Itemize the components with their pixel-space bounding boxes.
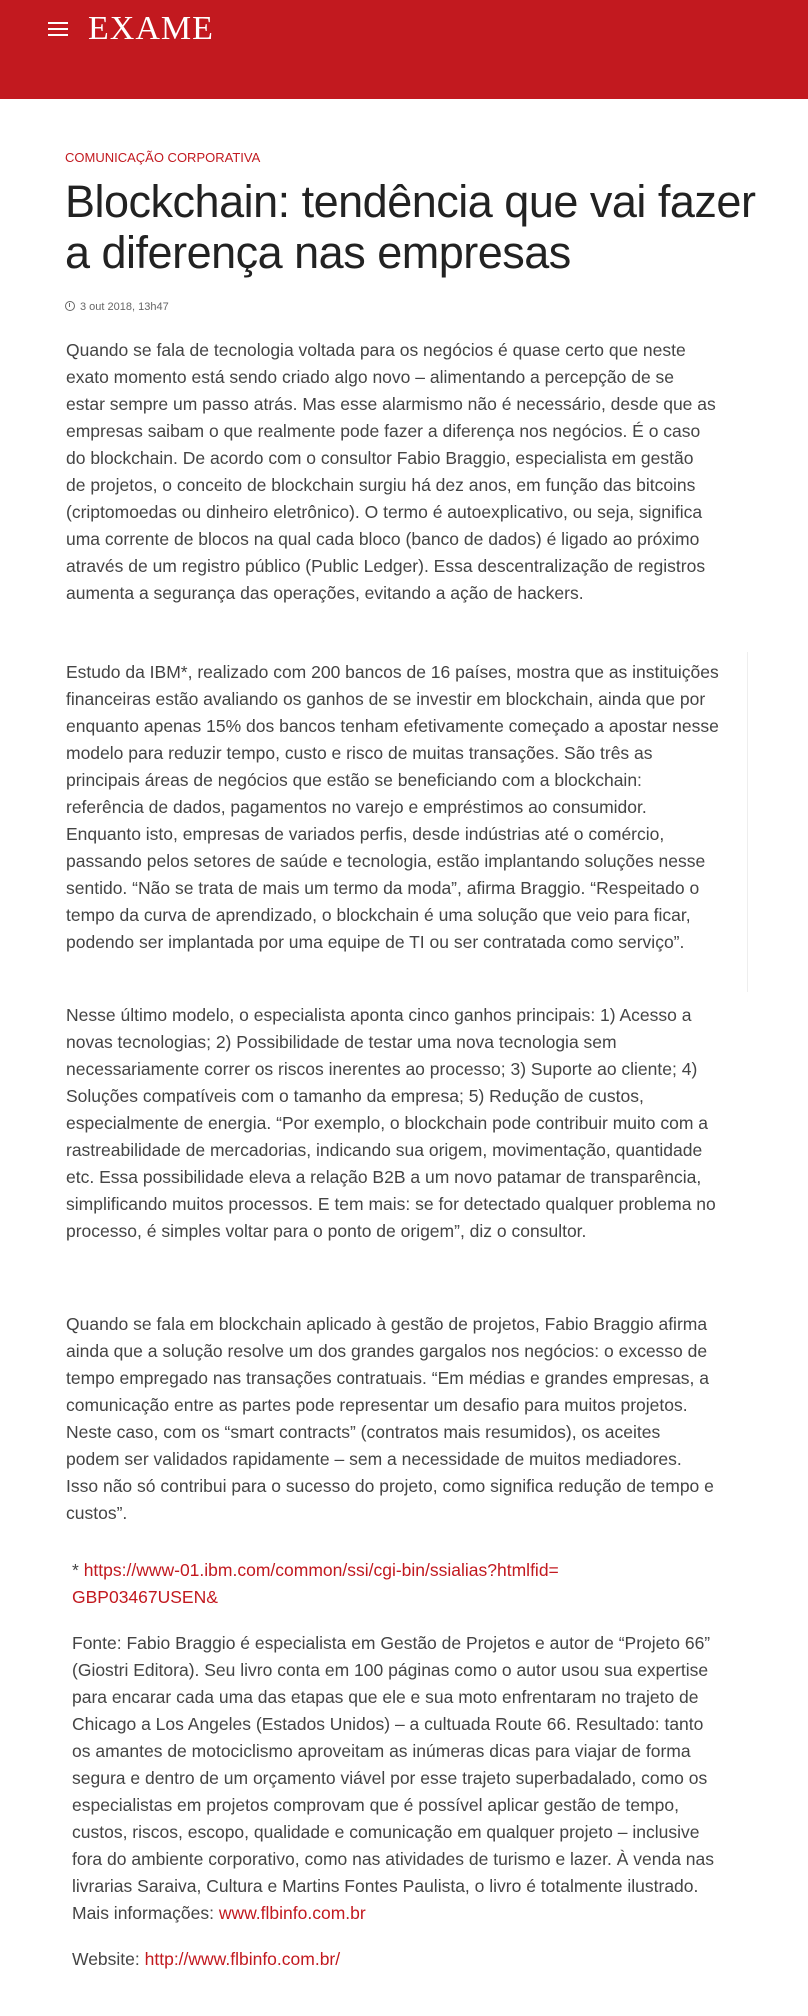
ibm-study-link[interactable]: https://www-01.ibm.com/common/ssi/cgi-bin/ssialias?htmlfid=GBP03467USEN& — [72, 1560, 559, 1607]
source-text: Fonte: Fabio Braggio é especialista em Gestão de Projetos e autor de “Projeto 66” (Giostri Editora). Seu livro conta em 100 páginas como o autor usou sua expertise para encarar cada uma das etapas que ele e sua moto enfrentaram no trajeto de Chicago a Los Angeles (Estados Unidos) – a cultuada Route 66. Resultado: tanto os amantes de motociclismo aproveitam as inúmeras dicas para viajar de forma segura e dentro de um orçamento viável por esse trajeto superbadalado, como os especialistas em projetos comprovam que é possível aplicar gestão de tempo, custos, riscos, escopo, qualidade e comunicação em qualquer projeto – inclusive fora do ambiente corporativo, como nas atividades de turismo e lazer. À venda nas livrarias Saraiva, Cultura e Martins Fontes Paulista, o livro é totalmente ilustrado. Mais informações: — [72, 1633, 715, 1923]
date-text: 3 out 2018, 13h47 — [80, 301, 169, 313]
website-line — [72, 1946, 572, 1973]
article-paragraph-1: Quando se fala de tecnologia voltada para os negócios é quase certo que neste exato momento está sendo criado algo novo – alimentando a percepção de se estar sempre um passo atrás. Mas esse alarmismo não é necessário, desde que as empresas saibam o que realmente pode fazer a diferença nos negócios. É o caso do blockchain. De acordo com o consultor Fabio Braggio, especialista em gestão de projetos, o conceito de blockchain surgiu há dez anos, em função das bitcoins (criptomoedas ou dinheiro eletrônico). O termo é autoexplicativo, ou seja, significa uma corrente de blocos na qual cada bloco (banco de dados) é ligado ao próximo através de um registro público (Public Ledger). Essa descentralização de registros aumenta a segurança das operações, evitando a ação de hackers. — [66, 340, 716, 603]
article-paragraph-3: Nesse último modelo, o especialista aponta cinco ganhos principais: 1) Acesso a novas tecnologias; 2) Possibilidade de testar uma nova tecnologia sem necessariamente correr os riscos inerentes ao processo; 3) Suporte ao cliente; 4) Soluções compatíveis com o tamanho da empresa; 5) Redução de custos, especialmente de energia. “Por exemplo, o blockchain pode contribuir muito com a rastreabilidade de mercadorias, indicando sua origem, movimentação, quantidade etc. Essa possibilidade eleva a relação B2B a um novo patamar de transparência, simplificando muitos processos. E tem mais: se for detectado qualquer problema no processo, é simples voltar para o ponto de origem”, diz o consultor. — [66, 1005, 716, 1241]
publish-date — [65, 300, 169, 314]
category-link[interactable]: COMUNICAÇÃO CORPORATIVA — [65, 150, 261, 165]
source-note — [72, 1630, 726, 1927]
website-label: Website: — [72, 1949, 145, 1969]
website-link[interactable]: http://www.flbinfo.com.br/ — [144, 1949, 341, 1969]
article-title: Blockchain: tendência que vai fazer a diferença nas empresas — [65, 176, 756, 278]
footnote-asterisk: * — [72, 1560, 84, 1580]
flbinfo-link[interactable]: www.flbinfo.com.br — [218, 1903, 366, 1923]
article-paragraph-2: Estudo da IBM*, realizado com 200 bancos de 16 países, mostra que as instituições financeiras estão avaliando os ganhos de se investir em blockchain, ainda que por enquanto apenas 15% dos bancos tenham efetivamente começado a apostar nesse modelo para reduzir tempo, custo e risco de muitas transações. São três as principais áreas de negócios que estão se beneficiando com a blockchain: referência de dados, pagamentos no varejo e empréstimos ao consumidor. Enquanto isto, empresas de variados perfis, desde indústrias até o comércio, passando pelos setores de saúde e tecnologia, estão implantando soluções nesse sentido. “Não se trata de mais um termo da moda”, afirma Braggio. “Respeitado o tempo da curva de aprendizado, o blockchain é uma solução que veio para ficar, podendo ser implantada por uma equipe de TI ou ser contratada como serviço”. — [66, 662, 719, 952]
site-header — [0, 0, 808, 99]
exame-logo[interactable]: EXAME — [88, 10, 214, 47]
clock-icon — [65, 301, 75, 311]
divider — [747, 652, 748, 992]
footnote — [72, 1557, 572, 1611]
article-paragraph-4: Quando se fala em blockchain aplicado à gestão de projetos, Fabio Braggio afirma ainda que a solução resolve um dos grandes gargalos nos negócios: o excesso de tempo empregado nas transações contratuais. “Em médias e grandes empresas, a comunicação entre as partes pode representar um desafio para muitos projetos. Neste caso, com os “smart contracts” (contratos mais resumidos), os aceites podem ser validados rapidamente – sem a necessidade de muitos mediadores. Isso não só contribui para o sucesso do projeto, como significa redução de tempo e custos”. — [66, 1314, 714, 1523]
hamburger-menu-icon[interactable] — [48, 22, 68, 36]
